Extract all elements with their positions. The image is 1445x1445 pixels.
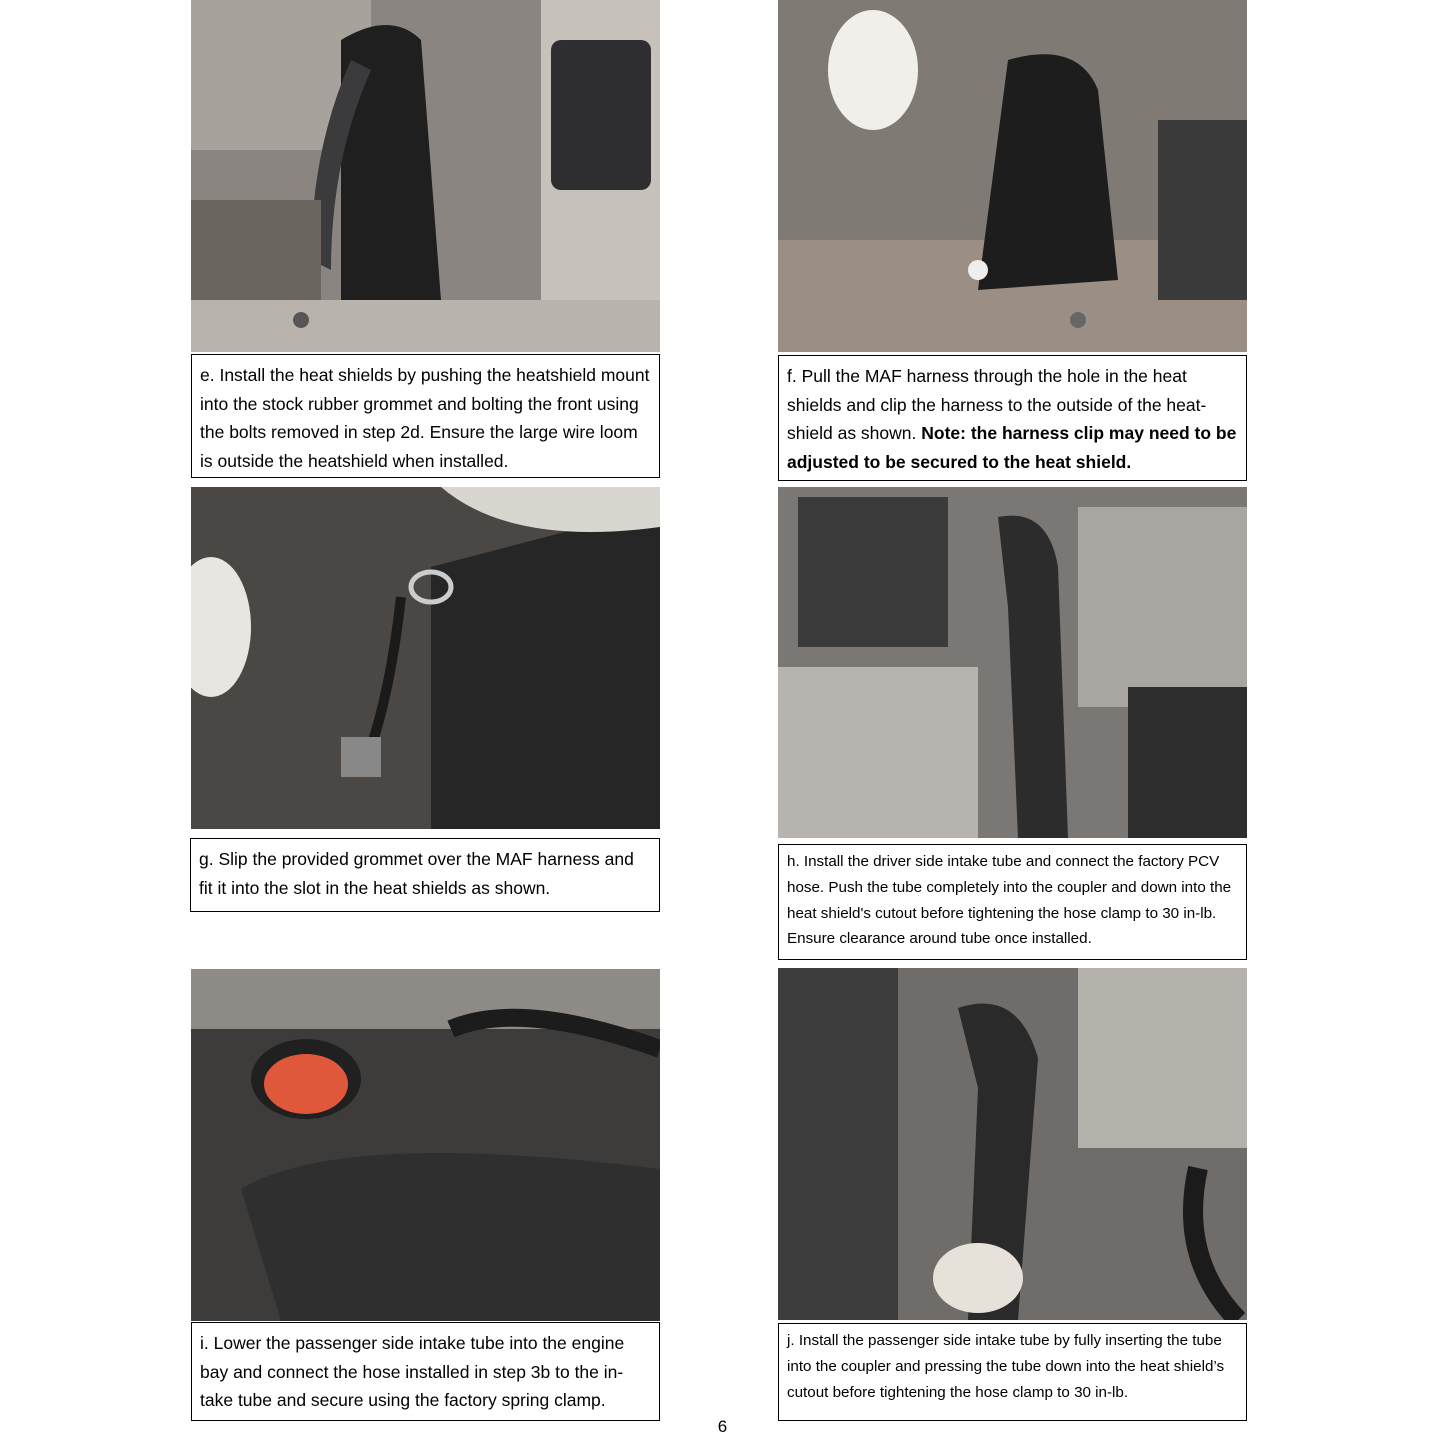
photo-step-h <box>778 487 1247 838</box>
caption-step-i <box>191 1322 660 1421</box>
caption-step-h-text: h. Install the driver side intake tube and connect the factory PCV hose. Push the tube completely into the coupler and down into the heat shield's cutout before tightening the hose clamp to 30 in-lb. Ensure clearance around tube once installed. <box>787 853 1232 948</box>
caption-step-g-text: g. Slip the provided grommet over the MAF harness and fit it into the slot in the heat shields as shown. <box>199 849 634 898</box>
photo-step-e <box>191 0 660 352</box>
caption-step-e <box>191 354 660 478</box>
caption-step-j-text: j. Install the passenger side intake tube by fully inserting the tube into the coupler and pressing the tube down into the heat shield’s cutout before tightening the hose clamp to 30 in-lb. <box>787 1332 1225 1401</box>
photo-step-f <box>778 0 1247 352</box>
caption-step-i-text: i. Lower the passenger side intake tube into the engine bay and connect the hose installed in step 3b to the in-take tube and secure using the factory spring clamp. <box>200 1333 625 1410</box>
photo-step-i <box>191 969 660 1321</box>
caption-step-h <box>778 844 1247 960</box>
caption-step-g <box>190 838 660 912</box>
photo-step-j <box>778 968 1247 1320</box>
page-number: 6 <box>717 1417 728 1436</box>
photo-step-g <box>191 487 660 829</box>
caption-step-f-text: f. Pull the MAF harness through the hole in the heat shields and clip the harness to the outside of the heat-shield as shown. <box>787 366 1207 443</box>
caption-step-j <box>778 1323 1247 1421</box>
caption-step-f <box>778 355 1247 481</box>
caption-step-f-note: Note: the harness clip may need to be adjusted to be secured to the heat shield. <box>787 423 1237 472</box>
caption-step-e-text: e. Install the heat shields by pushing the heatshield mount into the stock rubber grommet and bolting the front using the bolts removed in step 2d. Ensure the large wire loom is outside the heatshield when installed. <box>200 365 650 471</box>
